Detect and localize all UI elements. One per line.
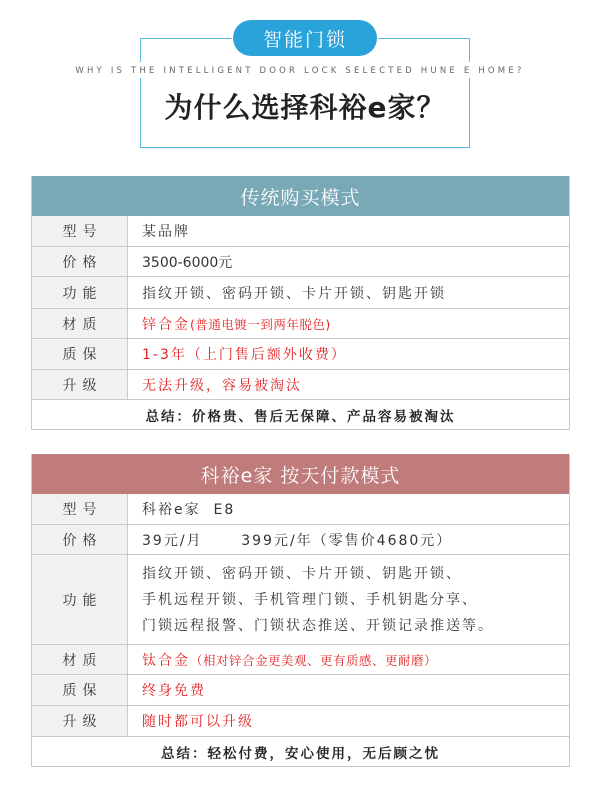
row-label: 质保 [32,675,128,705]
table-row [32,339,569,370]
table-summary: 总结：轻松付费，安心使用，无后顾之忧 [32,737,569,767]
table-row [32,216,569,247]
row-label: 价格 [32,525,128,554]
row-value: 3500-6000元 [142,254,233,271]
table-summary: 总结：价格贵、售后无保障、产品容易被淘汰 [32,400,569,430]
function-line: 手机远程开锁、手机管理门锁、手机钥匙分享、 [142,591,478,608]
function-line: 指纹开锁、密码开锁、卡片开锁、钥匙开锁、 [142,565,462,582]
material-value: 锌合金 [142,316,190,333]
table-row [32,706,569,737]
table-title: 科裕e家 按天付款模式 [32,454,569,494]
row-value: 科裕e家 E8 [142,502,236,518]
row-value [128,309,569,338]
row-value [128,555,569,644]
material-note: (普通电镀一到两年脱色) [190,316,331,332]
row-value: 随时都可以升级 [142,714,254,730]
row-label: 功能 [32,555,128,644]
material-note: （相对锌合金更美观、更有质感、更耐磨） [190,652,438,668]
table-row [32,494,569,525]
row-label: 升级 [32,370,128,399]
row-label: 质保 [32,339,128,369]
row-label: 功能 [32,277,128,308]
row-label: 材质 [32,309,128,338]
table-row [32,370,569,400]
row-value: 39元/月 399元/年（零售价4680元） [142,532,453,549]
traditional-mode-table [31,176,570,430]
row-value [128,645,569,674]
header-subtitle: WHY IS THE INTELLIGENT DOOR LOCK SELECTED HUNE E HOME? [60,66,540,76]
table-row [32,277,569,309]
row-label: 升级 [32,706,128,736]
keyu-mode-table [31,454,570,767]
row-value: 指纹开锁、密码开锁、卡片开锁、钥匙开锁 [142,285,446,302]
row-value: 无法升级，容易被淘汰 [142,377,302,394]
table-row [32,525,569,555]
row-label: 材质 [32,645,128,674]
table-row [32,555,569,645]
table-row [32,247,569,277]
material-value: 钛合金 [142,652,190,669]
function-line: 门锁远程报警、门锁状态推送、开锁记录推送等。 [142,617,494,634]
table-title: 传统购买模式 [32,176,569,216]
row-value: 终身免费 [142,683,206,699]
row-label: 价格 [32,247,128,276]
table-row [32,645,569,675]
page-title: 为什么选择科裕e家？ [164,91,446,124]
table-row [32,675,569,706]
header-frame-top-left [140,38,232,39]
header-badge: 智能门锁 [233,20,377,56]
row-label: 型号 [32,216,128,246]
row-label: 型号 [32,494,128,524]
table-row [32,309,569,339]
header-frame-top-right [378,38,470,39]
row-value: 某品牌 [142,224,190,240]
row-value: 1-3年（上门售后额外收费） [142,347,347,363]
